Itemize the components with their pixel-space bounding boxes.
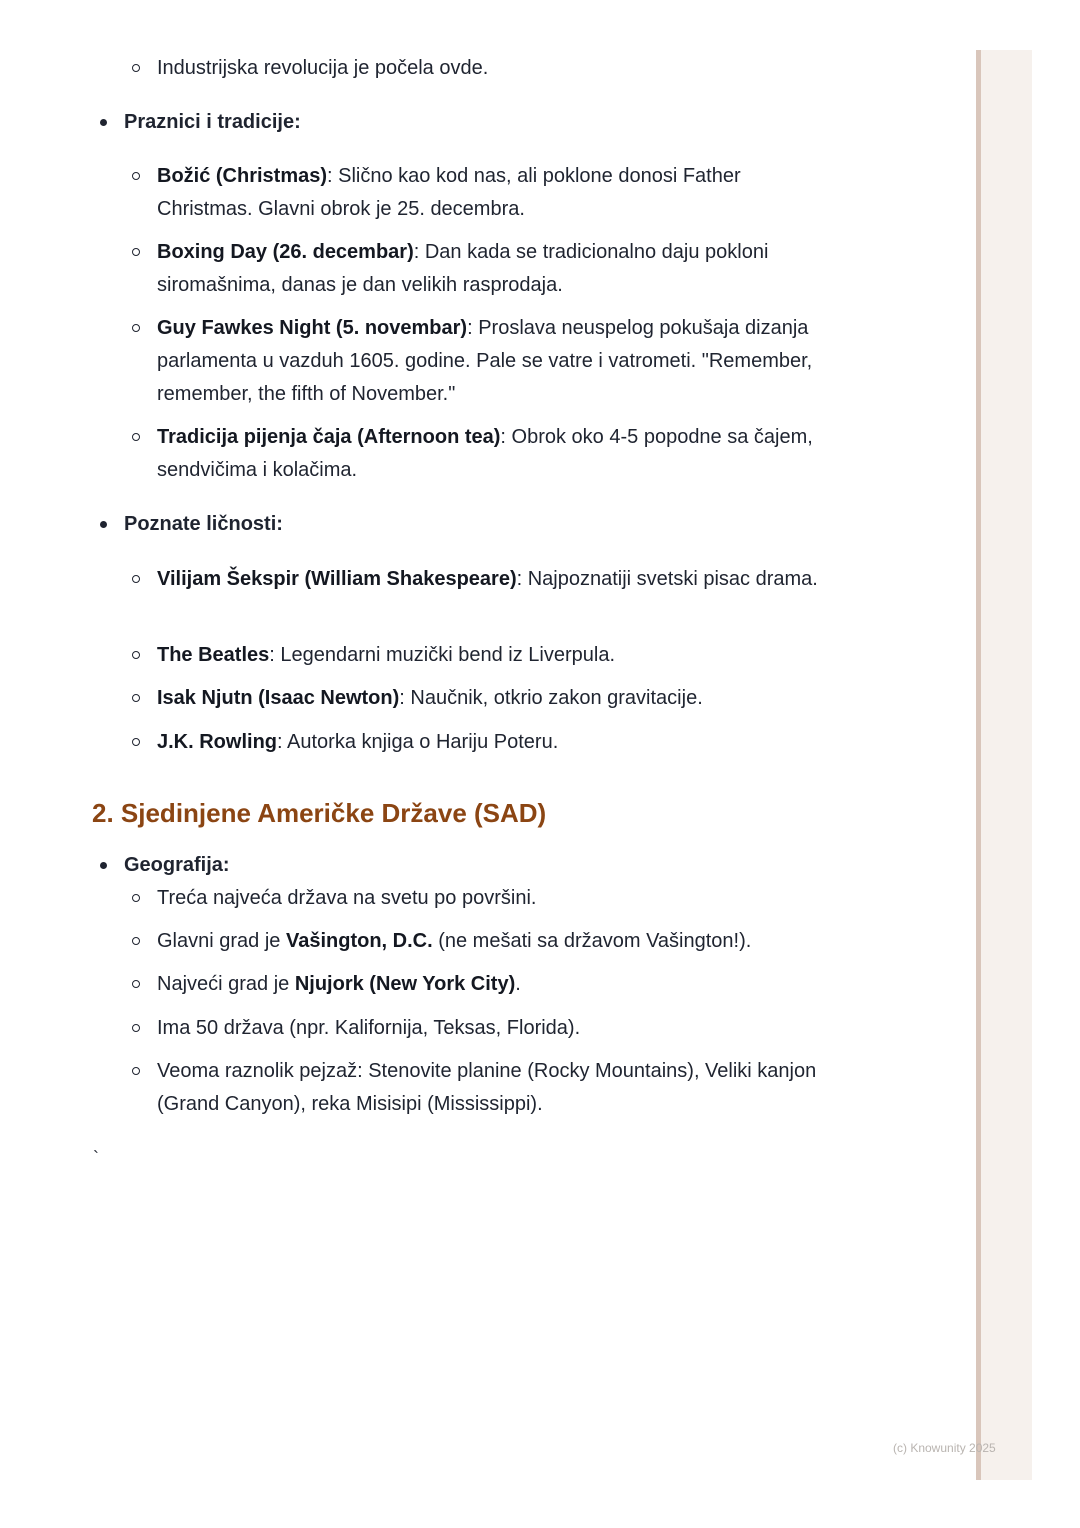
hollow-bullet-icon — [132, 738, 140, 746]
term: Tradicija pijenja čaja (Afternoon tea) — [157, 426, 501, 448]
item-text-prefix: Glavni grad je — [157, 930, 286, 952]
item-text: Treća najveća država na svetu po površini. — [157, 887, 537, 909]
side-margin-band — [976, 50, 1032, 1480]
bullet-icon — [100, 119, 107, 126]
stray-mark: ` — [93, 1148, 99, 1168]
item-text: Industrijska revolucija je počela ovde. — [157, 57, 489, 79]
term: The Beatles — [157, 644, 270, 666]
term: Isak Njutn (Isaac Newton) — [157, 687, 400, 709]
side-margin-rule — [976, 50, 981, 1480]
holiday-item-boxing-day — [157, 236, 837, 302]
term: J.K. Rowling — [157, 731, 277, 753]
hollow-bullet-icon — [132, 1067, 140, 1075]
holiday-item-christmas — [157, 160, 837, 226]
item-text: Veoma raznolik pejzaž: Stenovite planine (Rocky Mountains), Veliki kanjon (Grand Canyon), reka Misisipi (Mississippi). — [157, 1060, 817, 1115]
term: Vilijam Šekspir (William Shakespeare) — [157, 568, 517, 590]
person-item-rowling — [157, 726, 837, 759]
hollow-bullet-icon — [132, 694, 140, 702]
person-item-beatles — [157, 639, 837, 672]
hollow-bullet-icon — [132, 937, 140, 945]
city-name: Njujork (New York City) — [294, 973, 516, 995]
term: Božić (Christmas) — [157, 165, 328, 187]
holidays-heading — [124, 106, 824, 139]
description: : Autorka knjiga o Hariju Poteru. — [277, 731, 559, 753]
holiday-item-guy-fawkes — [157, 312, 837, 411]
hollow-bullet-icon — [132, 980, 140, 988]
geo-item-largest-city — [157, 968, 837, 1001]
hollow-bullet-icon — [132, 64, 140, 72]
hollow-bullet-icon — [132, 172, 140, 180]
heading-text: Geografija: — [124, 854, 230, 876]
item-text-suffix: (ne mešati sa državom Vašington!). — [432, 930, 752, 952]
description: : Slično kao kod nas, ali poklone donosi Father Christmas. Glavni obrok je 25. decembra. — [157, 165, 741, 220]
geo-item-landscape — [157, 1055, 837, 1121]
item-text: Ima 50 država (npr. Kalifornija, Teksas, Florida). — [157, 1017, 581, 1039]
list-item — [157, 52, 837, 85]
hollow-bullet-icon — [132, 575, 140, 583]
bullet-icon — [100, 862, 107, 869]
description: : Obrok oko 4-5 popodne sa čajem, sendvičima i kolačima. — [157, 426, 813, 481]
geo-item-states — [157, 1012, 837, 1045]
hollow-bullet-icon — [132, 651, 140, 659]
person-item-newton — [157, 682, 837, 715]
geography-heading — [124, 849, 824, 882]
capital-name: Vašington, D.C. — [285, 930, 433, 952]
geo-item-capital — [157, 925, 837, 958]
description: : Legendarni muzički bend iz Liverpula. — [269, 644, 616, 666]
term: Guy Fawkes Night (5. novembar) — [157, 317, 468, 339]
heading-text: Praznici i tradicije: — [124, 111, 301, 133]
people-heading — [124, 508, 824, 541]
heading-text: Poznate ličnosti: — [124, 513, 283, 535]
term: Boxing Day (26. decembar) — [157, 241, 414, 263]
holiday-item-afternoon-tea — [157, 421, 837, 487]
bullet-icon — [100, 521, 107, 528]
description: : Proslava neuspelog pokušaja dizanja parlamenta u vazduh 1605. godine. Pale se vatre i vatrometi. "Remember, remember, the fifth of November." — [157, 317, 813, 405]
hollow-bullet-icon — [132, 1024, 140, 1032]
item-text-suffix: . — [515, 973, 521, 995]
description: : Najpoznatiji svetski pisac drama. — [516, 568, 818, 590]
hollow-bullet-icon — [132, 894, 140, 902]
copyright-footer: (c) Knowunity 2025 — [893, 1441, 996, 1455]
hollow-bullet-icon — [132, 248, 140, 256]
section-title-usa: 2. Sjedinjene Američke Države (SAD) — [92, 798, 547, 828]
item-text-prefix: Najveći grad je — [157, 973, 295, 995]
hollow-bullet-icon — [132, 324, 140, 332]
hollow-bullet-icon — [132, 433, 140, 441]
geo-item-size — [157, 882, 837, 915]
description: : Dan kada se tradicionalno daju pokloni siromašnima, danas je dan velikih rasprodaja. — [157, 241, 769, 296]
person-item-shakespeare — [157, 563, 837, 596]
description: : Naučnik, otkrio zakon gravitacije. — [399, 687, 703, 709]
